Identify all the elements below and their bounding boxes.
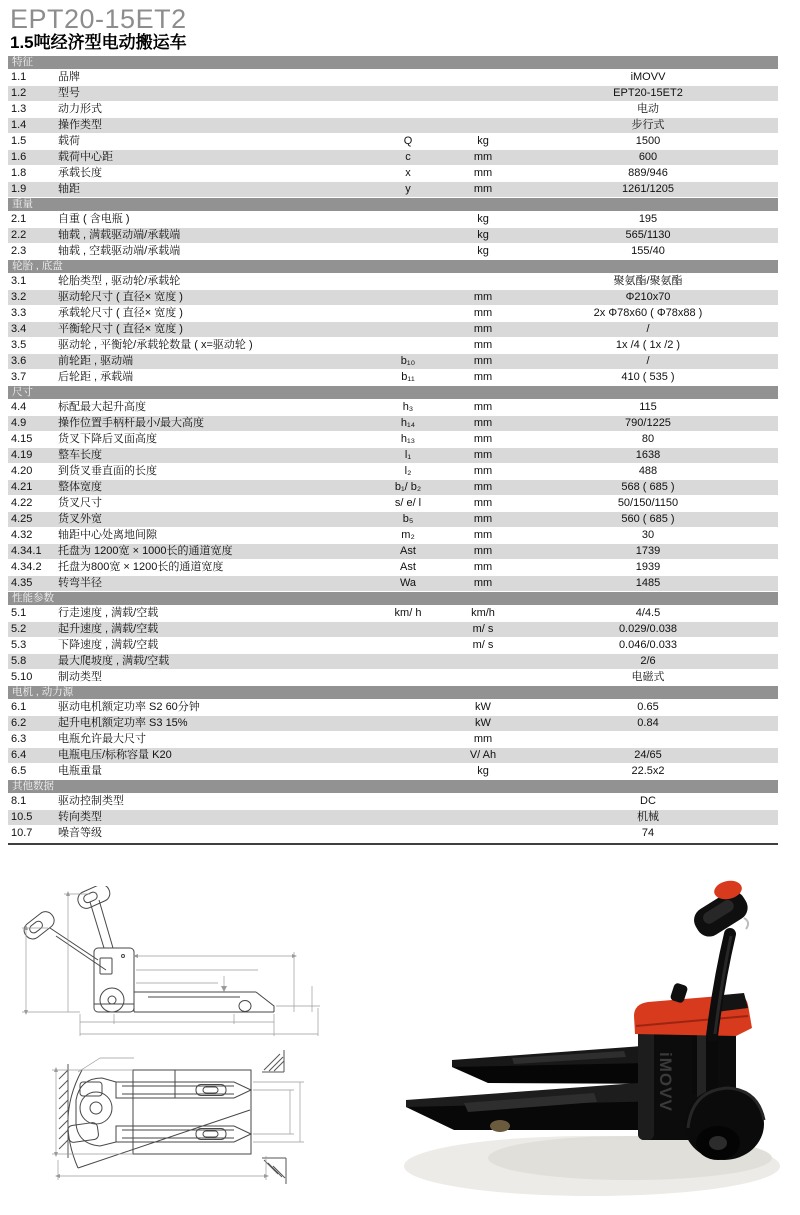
cell-unit: kg bbox=[477, 135, 489, 147]
cell-val: 步行式 bbox=[631, 119, 665, 131]
cell-sym: m₂ bbox=[401, 529, 415, 541]
cell-desc: 载荷中心距 bbox=[58, 151, 113, 163]
cell-sym: h₁₃ bbox=[400, 433, 416, 445]
cell-val: 560 ( 685 ) bbox=[621, 513, 675, 525]
cell-no: 4.35 bbox=[11, 577, 33, 589]
cell-no: 3.3 bbox=[11, 307, 27, 319]
spec-row bbox=[8, 134, 778, 149]
spec-row bbox=[8, 512, 778, 527]
cell-unit: kW bbox=[475, 701, 491, 713]
cell-desc: 平衡轮尺寸 ( 直径× 宽度 ) bbox=[58, 323, 183, 335]
cell-unit bbox=[448, 670, 518, 685]
cell-sym bbox=[368, 244, 448, 259]
cell-desc: 起升电机额定功率 S3 15% bbox=[58, 717, 188, 729]
cell-desc: 起升速度 , 满载/空载 bbox=[58, 623, 159, 635]
cell-desc: 驱动电机额定功率 S2 60分钟 bbox=[58, 701, 200, 713]
section-header: 轮胎 , 底盘 bbox=[8, 260, 778, 273]
cell-no: 8.1 bbox=[11, 795, 27, 807]
cell-desc: 货叉外宽 bbox=[58, 513, 102, 525]
cell-sym: h₃ bbox=[402, 401, 414, 413]
cell-desc: 轮胎类型 , 驱动轮/承载轮 bbox=[58, 275, 181, 287]
cell-val: 1261/1205 bbox=[622, 183, 674, 195]
cell-unit bbox=[448, 102, 518, 117]
spec-row bbox=[8, 416, 778, 431]
product-photo-svg bbox=[392, 876, 794, 1210]
cell-val: 0.029/0.038 bbox=[618, 623, 678, 635]
cell-no: 1.4 bbox=[11, 119, 27, 131]
cell-desc: 托盘为 1200宽 × 1000长的通道宽度 bbox=[58, 545, 233, 557]
cell-sym: Ast bbox=[400, 561, 416, 573]
cell-unit: mm bbox=[473, 545, 493, 557]
spec-row bbox=[8, 638, 778, 653]
spec-table bbox=[8, 56, 778, 845]
cell-val: 1485 bbox=[635, 577, 661, 589]
cell-no: 1.6 bbox=[11, 151, 27, 163]
cell-no: 3.1 bbox=[11, 275, 27, 287]
cell-no: 6.4 bbox=[11, 749, 27, 761]
photo-logo-text: iMOVV bbox=[656, 1052, 675, 1112]
cell-sym bbox=[368, 228, 448, 243]
cell-no: 3.7 bbox=[11, 371, 27, 383]
section-header: 其他数据 bbox=[8, 780, 778, 793]
cell-val: 0.84 bbox=[637, 717, 659, 729]
cell-unit: mm bbox=[473, 291, 493, 303]
cell-unit: kg bbox=[477, 213, 489, 225]
cell-desc: 驱动控制类型 bbox=[58, 795, 124, 807]
spec-row bbox=[8, 716, 778, 731]
cell-desc: 噪音等级 bbox=[58, 827, 102, 839]
section-header: 尺寸 bbox=[8, 386, 778, 399]
cell-sym bbox=[368, 716, 448, 731]
cell-val: 1638 bbox=[635, 449, 661, 461]
cell-val: 155/40 bbox=[631, 245, 665, 257]
cell-no: 4.20 bbox=[11, 465, 33, 477]
cell-unit: mm bbox=[473, 371, 493, 383]
cell-val: iMOVV bbox=[630, 71, 666, 83]
cell-no: 2.1 bbox=[11, 213, 27, 225]
cell-no: 10.5 bbox=[11, 811, 33, 823]
cell-val: 790/1225 bbox=[625, 417, 671, 429]
cell-val: EPT20-15ET2 bbox=[613, 87, 683, 99]
cell-val: 聚氨酯/聚氨酯 bbox=[613, 275, 683, 287]
cell-sym bbox=[368, 810, 448, 825]
spec-row bbox=[8, 700, 778, 715]
cell-sym bbox=[368, 748, 448, 763]
spec-row bbox=[8, 432, 778, 447]
cell-no: 5.1 bbox=[11, 607, 27, 619]
cell-val: 50/150/1150 bbox=[617, 497, 679, 509]
cell-val: / bbox=[646, 323, 650, 335]
cell-sym bbox=[368, 622, 448, 637]
spec-row bbox=[8, 448, 778, 463]
cell-val: 30 bbox=[641, 529, 655, 541]
table-bottom-rule bbox=[8, 843, 778, 845]
cell-unit bbox=[448, 654, 518, 669]
cell-desc: 自重 ( 含电瓶 ) bbox=[58, 213, 130, 225]
spec-row bbox=[8, 212, 778, 227]
cell-unit: kg bbox=[477, 245, 489, 257]
cell-unit: mm bbox=[473, 465, 493, 477]
cell-desc: 整车长度 bbox=[58, 449, 102, 461]
cell-sym: y bbox=[405, 183, 411, 195]
cell-val: 22.5x2 bbox=[631, 765, 665, 777]
cell-desc: 型号 bbox=[58, 87, 80, 99]
cell-no: 3.4 bbox=[11, 323, 27, 335]
cell-no: 5.10 bbox=[11, 671, 33, 683]
cell-unit: m/ s bbox=[472, 623, 494, 635]
cell-desc: 转向类型 bbox=[58, 811, 102, 823]
cell-val: 600 bbox=[638, 151, 658, 163]
cell-sym bbox=[368, 764, 448, 779]
cell-unit: mm bbox=[473, 561, 493, 573]
spec-row bbox=[8, 654, 778, 669]
cell-val: 74 bbox=[641, 827, 655, 839]
cell-desc: 品牌 bbox=[58, 71, 80, 83]
cell-no: 6.3 bbox=[11, 733, 27, 745]
cell-unit: kg bbox=[477, 229, 489, 241]
spec-row bbox=[8, 86, 778, 101]
cell-unit bbox=[448, 826, 518, 841]
cell-val: 1939 bbox=[635, 561, 661, 573]
cell-no: 3.5 bbox=[11, 339, 27, 351]
spec-row bbox=[8, 606, 778, 621]
cell-unit: mm bbox=[473, 339, 493, 351]
cell-no: 10.7 bbox=[11, 827, 33, 839]
cell-val: 115 bbox=[639, 401, 657, 413]
cell-unit: V/ Ah bbox=[469, 749, 497, 761]
cell-no: 6.5 bbox=[11, 765, 27, 777]
cell-desc: 电瓶电压/标称容量 K20 bbox=[58, 749, 172, 761]
spec-row bbox=[8, 794, 778, 809]
cell-unit: m/ s bbox=[472, 639, 494, 651]
cell-sym: b₁₀ bbox=[400, 355, 416, 367]
side-view-drawing bbox=[18, 886, 353, 1044]
cell-desc: 后轮距 , 承载端 bbox=[58, 371, 134, 383]
cell-no: 3.6 bbox=[11, 355, 27, 367]
cell-desc: 操作类型 bbox=[58, 119, 102, 131]
cell-desc: 操作位置手柄杆最小/最大高度 bbox=[58, 417, 205, 429]
spec-row bbox=[8, 544, 778, 559]
cell-desc: 标配最大起升高度 bbox=[58, 401, 146, 413]
cell-val: 565/1130 bbox=[625, 229, 671, 241]
cell-desc: 驱动轮 , 平衡轮/承载轮数量 ( x=驱动轮 ) bbox=[58, 339, 253, 351]
cell-sym: Q bbox=[403, 135, 413, 147]
cell-desc: 到货叉垂直面的长度 bbox=[58, 465, 157, 477]
cell-sym bbox=[368, 86, 448, 101]
spec-row bbox=[8, 70, 778, 85]
page-subtitle: 1.5吨经济型电动搬运车 bbox=[10, 33, 187, 52]
spec-row bbox=[8, 622, 778, 637]
cell-unit: mm bbox=[473, 481, 493, 493]
spec-row bbox=[8, 370, 778, 385]
cell-unit: mm bbox=[473, 401, 493, 413]
cell-unit: km/h bbox=[471, 607, 495, 619]
cell-no: 3.2 bbox=[11, 291, 27, 303]
cell-no: 4.25 bbox=[11, 513, 33, 525]
spec-row bbox=[8, 244, 778, 259]
cell-sym bbox=[368, 102, 448, 117]
section-header: 特征 bbox=[8, 56, 778, 69]
spec-row bbox=[8, 670, 778, 685]
spec-row bbox=[8, 748, 778, 763]
cell-val: 1500 bbox=[635, 135, 661, 147]
cell-no: 5.3 bbox=[11, 639, 27, 651]
cell-val: 2x Φ78x60 ( Φ78x88 ) bbox=[593, 307, 703, 319]
spec-row bbox=[8, 182, 778, 197]
cell-no: 4.9 bbox=[11, 417, 27, 429]
cell-sym bbox=[368, 732, 448, 747]
cell-no: 4.19 bbox=[11, 449, 33, 461]
cell-desc: 驱动轮尺寸 ( 直径× 宽度 ) bbox=[58, 291, 183, 303]
cell-val: 1739 bbox=[635, 545, 661, 557]
spec-row bbox=[8, 400, 778, 415]
cell-val: / bbox=[646, 355, 650, 367]
cell-no: 4.34.1 bbox=[11, 545, 42, 557]
cell-val bbox=[518, 732, 778, 747]
cell-desc: 轴载 , 满载驱动端/承载端 bbox=[58, 229, 181, 241]
cell-no: 4.15 bbox=[11, 433, 33, 445]
cell-desc: 前轮距 , 驱动端 bbox=[58, 355, 134, 367]
cell-no: 5.8 bbox=[11, 655, 27, 667]
cell-no: 6.1 bbox=[11, 701, 27, 713]
cell-no: 1.1 bbox=[11, 71, 27, 83]
spec-row bbox=[8, 150, 778, 165]
cell-sym: c bbox=[405, 151, 411, 163]
spec-row bbox=[8, 118, 778, 133]
cell-sym bbox=[368, 794, 448, 809]
cell-sym bbox=[368, 212, 448, 227]
spec-row bbox=[8, 274, 778, 289]
cell-sym bbox=[368, 700, 448, 715]
cell-unit bbox=[448, 70, 518, 85]
spec-row bbox=[8, 354, 778, 369]
cell-desc: 最大爬坡度 , 满载/空载 bbox=[58, 655, 170, 667]
cell-desc: 转弯半径 bbox=[58, 577, 102, 589]
spec-row bbox=[8, 560, 778, 575]
cell-desc: 电瓶重量 bbox=[58, 765, 102, 777]
cell-unit: mm bbox=[473, 417, 493, 429]
cell-unit: kW bbox=[475, 717, 491, 729]
cell-unit: mm bbox=[473, 449, 493, 461]
cell-sym: b₁/ b₂ bbox=[394, 481, 422, 493]
cell-no: 4.32 bbox=[11, 529, 33, 541]
cell-unit: mm bbox=[473, 355, 493, 367]
spec-row bbox=[8, 528, 778, 543]
spec-row bbox=[8, 826, 778, 841]
cell-sym: l₂ bbox=[404, 465, 412, 477]
cell-no: 4.22 bbox=[11, 497, 33, 509]
spec-row bbox=[8, 322, 778, 337]
cell-no: 4.21 bbox=[11, 481, 33, 493]
cell-sym bbox=[368, 274, 448, 289]
cell-desc: 载荷 bbox=[58, 135, 80, 147]
cell-sym bbox=[368, 306, 448, 321]
cell-no: 1.2 bbox=[11, 87, 27, 99]
cell-desc: 轴距 bbox=[58, 183, 80, 195]
cell-desc: 承载长度 bbox=[58, 167, 102, 179]
cell-val: 889/946 bbox=[628, 167, 668, 179]
cell-val: 568 ( 685 ) bbox=[621, 481, 675, 493]
cell-no: 2.2 bbox=[11, 229, 27, 241]
cell-desc: 托盘为800宽 × 1200长的通道宽度 bbox=[58, 561, 224, 573]
cell-sym: km/ h bbox=[394, 607, 422, 619]
cell-sym bbox=[368, 654, 448, 669]
cell-sym bbox=[368, 826, 448, 841]
cell-desc: 制动类型 bbox=[58, 671, 102, 683]
cell-no: 4.4 bbox=[11, 401, 27, 413]
cell-val: 4/4.5 bbox=[635, 607, 661, 619]
cell-desc: 电瓶允许最大尺寸 bbox=[58, 733, 146, 745]
cell-sym: s/ e/ l bbox=[394, 497, 422, 509]
spec-row bbox=[8, 166, 778, 181]
cell-unit bbox=[448, 86, 518, 101]
cell-sym: b₅ bbox=[402, 513, 414, 525]
cell-val: 2/6 bbox=[640, 655, 656, 667]
cell-unit: mm bbox=[473, 433, 493, 445]
cell-desc: 轴载 , 空载驱动端/承载端 bbox=[58, 245, 181, 257]
spec-row bbox=[8, 576, 778, 591]
spec-row bbox=[8, 480, 778, 495]
cell-unit: mm bbox=[473, 151, 493, 163]
cell-no: 1.9 bbox=[11, 183, 27, 195]
cell-desc: 货叉下降后叉面高度 bbox=[58, 433, 157, 445]
cell-sym bbox=[368, 638, 448, 653]
section-header: 性能参数 bbox=[8, 592, 778, 605]
cell-no: 6.2 bbox=[11, 717, 27, 729]
section-header: 重量 bbox=[8, 198, 778, 211]
cell-unit: mm bbox=[473, 577, 493, 589]
cell-desc: 货叉尺寸 bbox=[58, 497, 102, 509]
spec-row bbox=[8, 306, 778, 321]
cell-val: 0.65 bbox=[637, 701, 659, 713]
spec-row bbox=[8, 228, 778, 243]
spec-row bbox=[8, 732, 778, 747]
cell-val: 24/65 bbox=[634, 749, 662, 761]
cell-val: 机械 bbox=[637, 811, 659, 823]
cell-val: DC bbox=[640, 795, 656, 807]
cell-unit: kg bbox=[477, 765, 489, 777]
cell-val: 195 bbox=[638, 213, 658, 225]
cell-val: 80 bbox=[641, 433, 655, 445]
page-title: EPT20-15ET2 bbox=[10, 4, 187, 34]
cell-desc: 下降速度 , 满载/空载 bbox=[58, 639, 159, 651]
spec-row bbox=[8, 464, 778, 479]
cell-unit bbox=[448, 794, 518, 809]
cell-desc: 轴距中心处离地间隙 bbox=[58, 529, 157, 541]
cell-val: 电磁式 bbox=[631, 671, 665, 683]
cell-unit: mm bbox=[473, 323, 493, 335]
cell-unit: mm bbox=[473, 513, 493, 525]
cell-unit: mm bbox=[473, 167, 493, 179]
cell-val: 488 bbox=[638, 465, 658, 477]
cell-val: 0.046/0.033 bbox=[618, 639, 678, 651]
cell-val: 电动 bbox=[637, 103, 659, 115]
cell-no: 1.8 bbox=[11, 167, 27, 179]
cell-val: Φ210x70 bbox=[625, 291, 671, 303]
spec-row bbox=[8, 338, 778, 353]
cell-desc: 动力形式 bbox=[58, 103, 102, 115]
cell-sym bbox=[368, 118, 448, 133]
cell-sym: b₁₁ bbox=[401, 371, 415, 383]
cell-unit bbox=[448, 118, 518, 133]
cell-unit: mm bbox=[473, 733, 493, 745]
product-photo bbox=[392, 876, 794, 1210]
cell-sym: Wa bbox=[399, 577, 417, 589]
cell-sym: l₁ bbox=[404, 449, 412, 461]
cell-unit: mm bbox=[473, 529, 493, 541]
cell-sym bbox=[368, 670, 448, 685]
spec-row bbox=[8, 102, 778, 117]
cell-sym bbox=[368, 290, 448, 305]
cell-sym: Ast bbox=[400, 545, 416, 557]
cell-no: 2.3 bbox=[11, 245, 27, 257]
top-view-drawing bbox=[38, 1048, 338, 1208]
spec-row bbox=[8, 496, 778, 511]
cell-no: 1.5 bbox=[11, 135, 27, 147]
spec-row bbox=[8, 764, 778, 779]
cell-sym bbox=[368, 70, 448, 85]
cell-unit: mm bbox=[473, 183, 493, 195]
cell-unit bbox=[448, 274, 518, 289]
section-header: 电机 , 动力源 bbox=[8, 686, 778, 699]
cell-desc: 行走速度 , 满载/空载 bbox=[58, 607, 159, 619]
cell-sym bbox=[368, 338, 448, 353]
cell-desc: 承载轮尺寸 ( 直径× 宽度 ) bbox=[58, 307, 183, 319]
cell-sym: h₁₄ bbox=[400, 417, 416, 429]
cell-sym bbox=[368, 322, 448, 337]
cell-val: 410 ( 535 ) bbox=[621, 371, 675, 383]
cell-unit: mm bbox=[473, 307, 493, 319]
cell-val: 1x /4 ( 1x /2 ) bbox=[615, 339, 681, 351]
cell-no: 1.3 bbox=[11, 103, 27, 115]
spec-row bbox=[8, 290, 778, 305]
cell-unit bbox=[448, 810, 518, 825]
cell-no: 5.2 bbox=[11, 623, 27, 635]
spec-row bbox=[8, 810, 778, 825]
top-view-svg bbox=[38, 1048, 338, 1208]
cell-unit: mm bbox=[473, 497, 493, 509]
cell-no: 4.34.2 bbox=[11, 561, 42, 573]
cell-desc: 整体宽度 bbox=[58, 481, 102, 493]
side-view-svg bbox=[18, 886, 353, 1044]
cell-sym: x bbox=[405, 167, 411, 179]
